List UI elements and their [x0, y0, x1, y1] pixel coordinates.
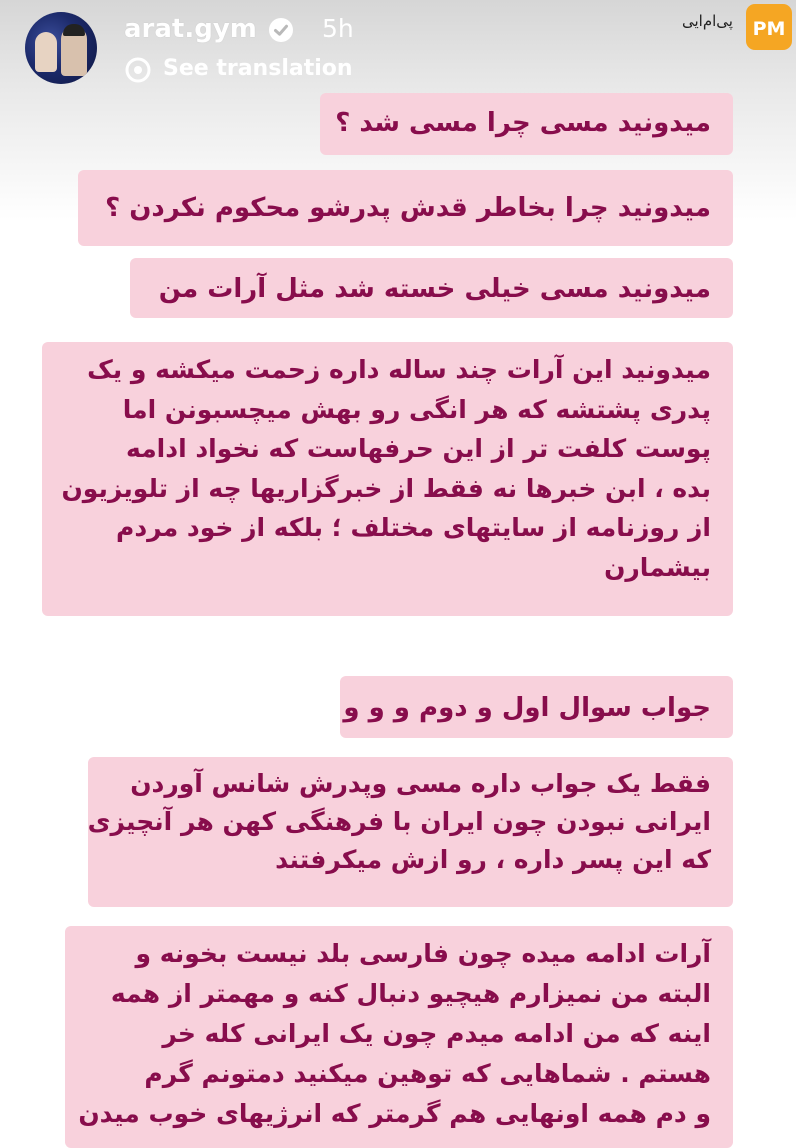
message-line: و دم همه اونهایی هم گرمتر که انرژیهای خوب میدن: [78, 1099, 711, 1128]
translate-icon: [125, 57, 151, 83]
avatar-person-left: [35, 32, 57, 72]
verified-badge-icon: [268, 17, 294, 43]
message-line: هستم . شماهایی که توهین میکنید دمتونم گرم: [144, 1059, 711, 1088]
avatar-hair: [63, 24, 85, 36]
message-bubble-1: [320, 93, 733, 155]
post-time: 5h: [322, 14, 354, 43]
watermark-logo-text: PM: [752, 18, 786, 40]
message-line: که این پسر داره ، رو ازش میکرفتند: [275, 845, 711, 874]
message-line: آرات ادامه میده چون فارسی بلد نیست بخونه و: [135, 939, 711, 968]
message-line: از روزنامه از سایتهای مختلف ؛ بلکه از خود مردم: [116, 513, 711, 542]
message-bubble-7: [65, 926, 733, 1148]
username[interactable]: arat.gym: [124, 14, 257, 44]
message-line: فقط یک جواب داره مسی وپدرش شانس آوردن: [130, 769, 711, 798]
watermark-logo-icon: [744, 2, 794, 52]
profile-avatar[interactable]: [25, 12, 97, 84]
message-line: میدونید این آرات چند ساله داره زحمت میکشه و یک: [87, 355, 711, 384]
message-line: اینه که من ادامه میدم چون یک ایرانی کله خر: [162, 1019, 711, 1048]
message-line: پدری پشتشه که هر انگی رو بهش میچسبونن اما: [122, 394, 711, 424]
message-line: میدونید مسی خیلی خسته شد مثل آرات من: [158, 274, 711, 304]
message-line: میدونید چرا بخاطر قدش پدرشو محکوم نکردن ؟: [105, 193, 711, 223]
message-line: بیشمارن: [604, 552, 711, 582]
message-line: جواب سوال اول و دوم و و و: [343, 693, 711, 723]
message-line: ایرانی نبودن چون ایران با فرهنگی کهن هر آنچیزی: [87, 807, 711, 836]
message-bubble-4: [42, 342, 733, 616]
message-bubble-3: [130, 258, 733, 318]
watermark-text: پی‌ام‌ایی: [682, 12, 733, 30]
message-bubble-6: [88, 757, 733, 907]
message-line: بده ، ابن خبرها نه فقط از خبرگزاریها چه از تلویزیون: [61, 473, 711, 503]
message-line: البته من نمیزارم هیچیو دنبال کنه و مهمتر از همه: [110, 979, 711, 1008]
message-line: میدونید مسی چرا مسی شد ؟: [335, 108, 711, 138]
message-bubble-5: [340, 676, 733, 738]
story-header: [0, 0, 796, 90]
see-translation-link[interactable]: See translation: [163, 56, 353, 81]
message-bubble-2: [78, 170, 733, 246]
message-line: پوست کلفت تر از این حرفهاست که نخواد ادامه: [126, 434, 711, 463]
